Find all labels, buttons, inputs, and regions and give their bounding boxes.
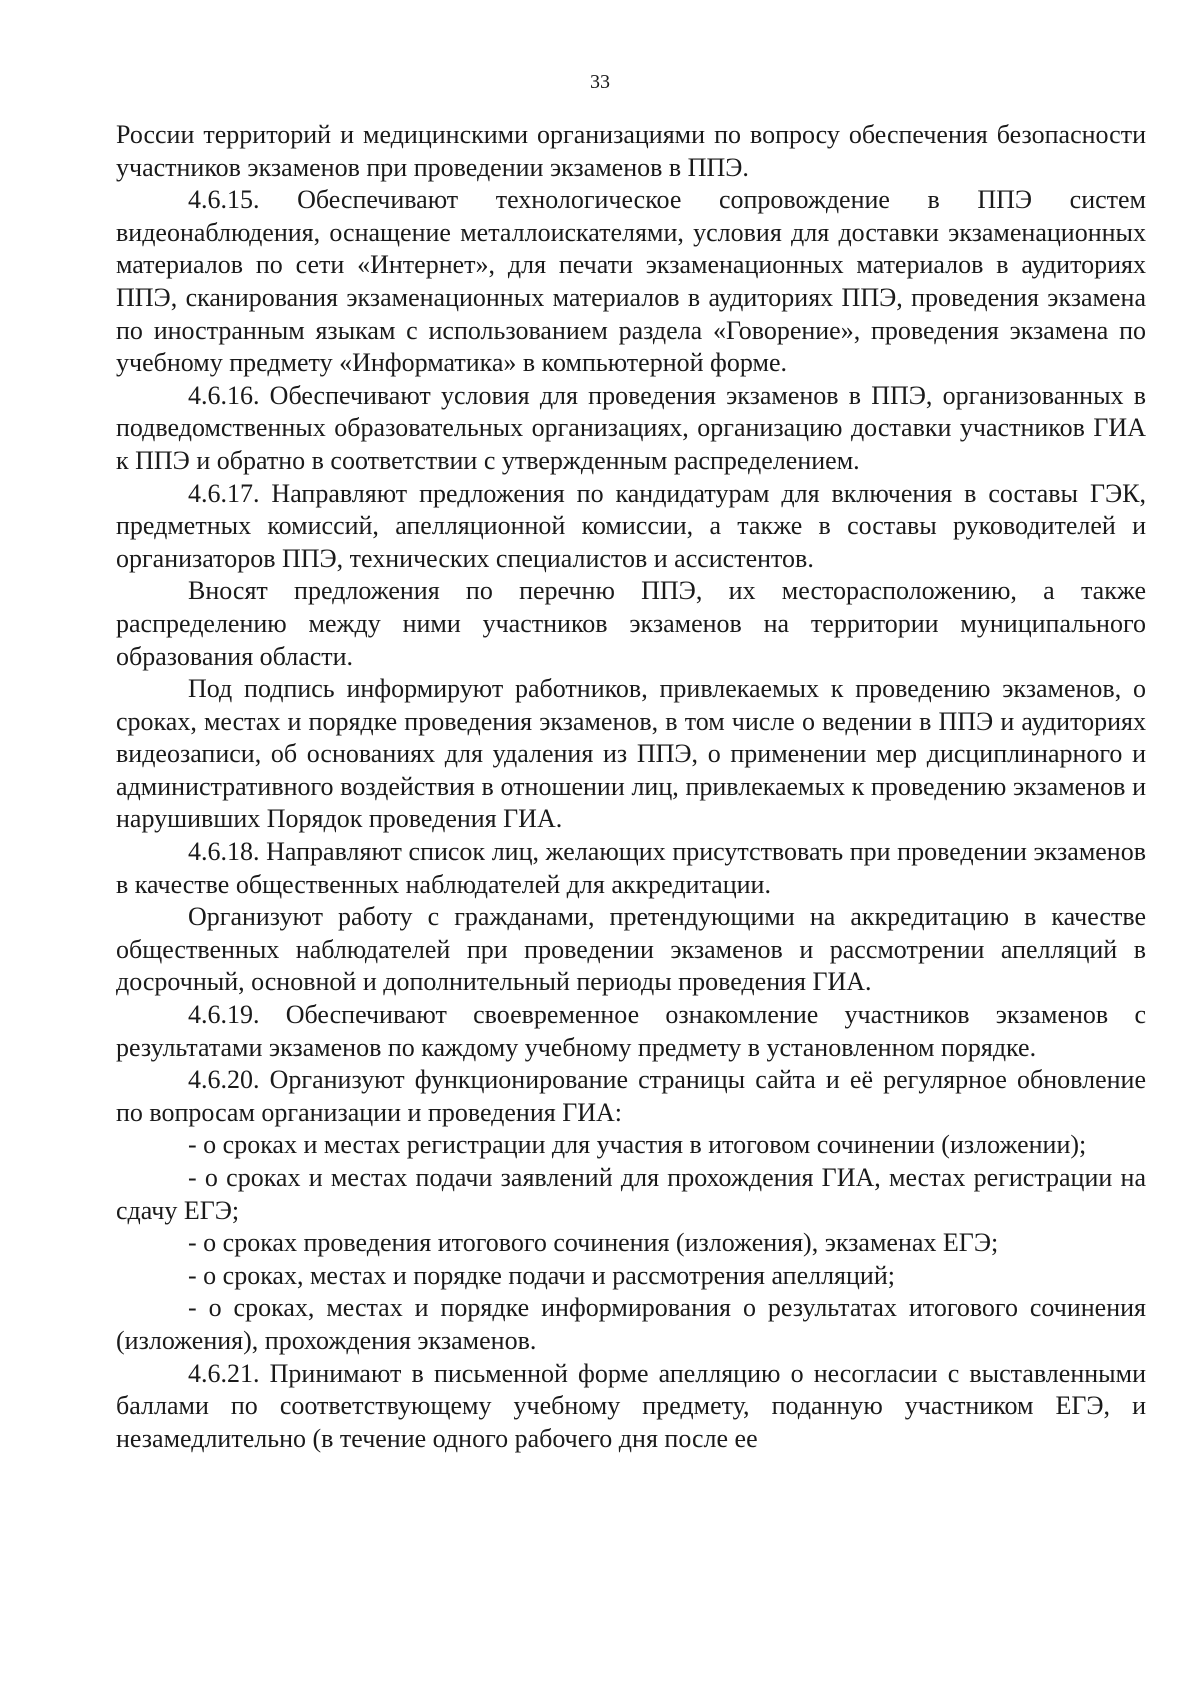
paragraph: России территорий и медицинскими организациями по вопросу обеспечения безопасности участников экзаменов при проведении экзаменов в ППЭ. [116,120,1146,182]
paragraph: 4.6.19. Обеспечивают своевременное ознакомление участников экзаменов с результатами экзаменов по каждому учебному предмету в установленном порядке. [116,1000,1146,1062]
paragraph: 4.6.15. Обеспечивают технологическое сопровождение в ППЭ систем видеонаблюдения, оснащение металлоискателями, условия для доставки экзаменационных материалов по сети «Интернет», для печати экзаменационных материалов в аудиториях ППЭ, сканирования экзаменационных материалов в аудиториях ППЭ, проведения экзамена по иностранным языкам с использованием раздела «Говорение», проведения экзамена по учебному предмету «Информатика» в компьютерной форме. [116,185,1146,378]
paragraph: 4.6.17. Направляют предложения по кандидатурам для включения в составы ГЭК, предметных комиссий, апелляционной комиссии, а также в составы руководителей и организаторов ППЭ, технических специалистов и ассистентов. [116,478,1146,573]
list-item: - о сроках, местах и порядке подачи и рассмотрения апелляций; [188,1260,895,1290]
paragraph: 4.6.21. Принимают в письменной форме апелляцию о несогласии с выставленными баллами по соответствующему учебному предмету, поданную участником ЕГЭ, и незамедлительно (в течение одного рабочего дня после ее [116,1358,1146,1453]
list-item: - о сроках проведения итогового сочинения (изложения), экзаменах ЕГЭ; [188,1228,999,1258]
paragraph: Под подпись информируют работников, привлекаемых к проведению экзаменов, о сроках, местах и порядке проведения экзаменов, в том числе о ведении в ППЭ и аудиториях видеозаписи, об основаниях для удаления из ППЭ, о применении мер дисциплинарного и административного воздействия в отношении лиц, привлекаемых к проведению экзаменов и нарушивших Порядок проведения ГИА. [116,674,1146,834]
paragraph: Вносят предложения по перечню ППЭ, их месторасположению, а также распределению между ними участников экзаменов на территории муниципального образования области. [116,576,1146,671]
document-body [116,119,1146,1455]
paragraph: Организуют работу с гражданами, претендующими на аккредитацию в качестве общественных наблюдателей при проведении экзаменов и рассмотрении апелляций в досрочный, основной и дополнительный периоды проведения ГИА. [116,902,1146,997]
page-number: 33 [590,71,610,93]
list-item: - о сроках и местах подачи заявлений для прохождения ГИА, местах регистрации на сдачу ЕГЭ; [116,1163,1146,1225]
list-item: - о сроках, местах и порядке информирования о результатах итогового сочинения (изложения), прохождения экзаменов. [116,1293,1146,1355]
list-item: - о сроках и местах регистрации для участия в итоговом сочинении (изложении); [188,1130,1087,1160]
paragraph: 4.6.20. Организуют функционирование страницы сайта и её регулярное обновление по вопросам организации и проведения ГИА: [116,1065,1146,1127]
paragraph: 4.6.16. Обеспечивают условия для проведения экзаменов в ППЭ, организованных в подведомственных образовательных организациях, организацию доставки участников ГИА к ППЭ и обратно в соответствии с утвержденным распределением. [116,380,1146,475]
paragraph: 4.6.18. Направляют список лиц, желающих присутствовать при проведении экзаменов в качестве общественных наблюдателей для аккредитации. [116,837,1146,899]
